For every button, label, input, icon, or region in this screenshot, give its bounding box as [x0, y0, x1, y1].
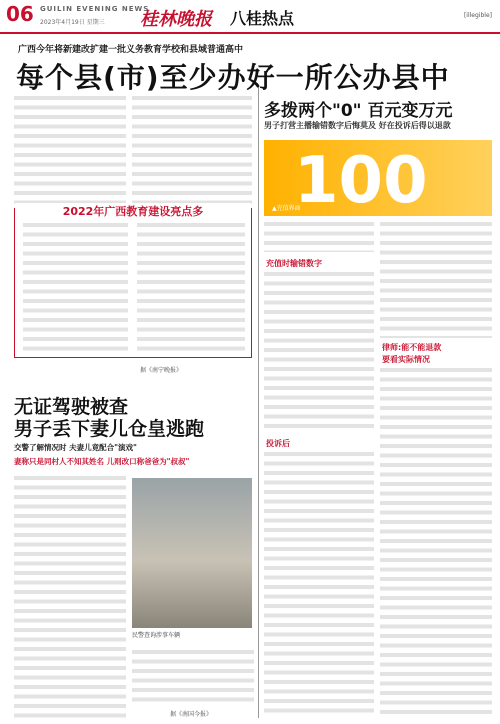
subhead-2: 投诉后 — [266, 439, 290, 448]
subhead-4: 要看实际情况 — [382, 355, 430, 364]
driving-headline-1: 无证驾驶被查 — [14, 396, 129, 418]
highlights-box-title: 2022年广西教育建设亮点多 — [15, 203, 251, 219]
graphic-number: 100 — [294, 144, 428, 218]
phone-body-intro — [264, 222, 374, 252]
driving-credit: 据《南国今报》 — [170, 711, 213, 718]
recharge-graphic — [264, 140, 492, 216]
phone-body-col1a — [264, 272, 374, 432]
police-photo — [132, 478, 252, 628]
phone-story-subtitle: 男子打营主播输错数字后悔莫及 好在投诉后得以退款 — [264, 121, 451, 130]
editor-info: [illegible] — [463, 12, 492, 19]
article-body-col1 — [14, 96, 126, 204]
graphic-caption: ▲充值界面 — [272, 205, 301, 212]
subhead-1: 充值时输错数字 — [266, 259, 322, 268]
phone-body-col2a — [380, 222, 492, 338]
top-story-headline: 每个县(市)至少办好一所公办县中 — [16, 61, 450, 94]
highlights-text-right — [137, 223, 245, 353]
phone-body-col2b — [380, 368, 492, 714]
driving-headline-2: 男子丢下妻儿仓皇逃跑 — [14, 418, 205, 440]
driving-body-col1 — [14, 476, 126, 718]
column-divider — [258, 88, 259, 718]
section-title: 八桂热点 — [230, 9, 295, 28]
phone-story-headline: 多拨两个"0" 百元变万元 — [264, 101, 453, 121]
highlights-text-left — [23, 223, 128, 353]
masthead — [0, 0, 500, 34]
article-body-col2 — [132, 96, 252, 204]
driving-body-col2 — [132, 650, 254, 706]
paper-name-en: GUILIN EVENING NEWS — [40, 5, 150, 13]
subhead-3: 律师:能不能退款 — [382, 343, 442, 352]
page-number: 06 — [6, 2, 34, 26]
highlights-credit: 据《南宁晚报》 — [140, 367, 183, 374]
driving-subtitle-1: 交警了解情况时 夫妻儿竟配合"演戏" — [14, 443, 137, 452]
driving-subtitle-2: 妻称只是同村人不知其姓名 儿则改口称爸爸为"叔叔" — [14, 457, 190, 466]
highlights-box — [14, 205, 252, 358]
phone-body-col1b — [264, 452, 374, 714]
issue-date: 2023年4月19日 星期三 — [40, 19, 105, 26]
police-photo-caption: 民警查询涉事车辆 — [132, 632, 181, 639]
paper-logo: 桂林晚报 — [140, 9, 212, 30]
top-story-subtitle: 广西今年将新建改扩建一批义务教育学校和县域普通高中 — [18, 45, 244, 55]
